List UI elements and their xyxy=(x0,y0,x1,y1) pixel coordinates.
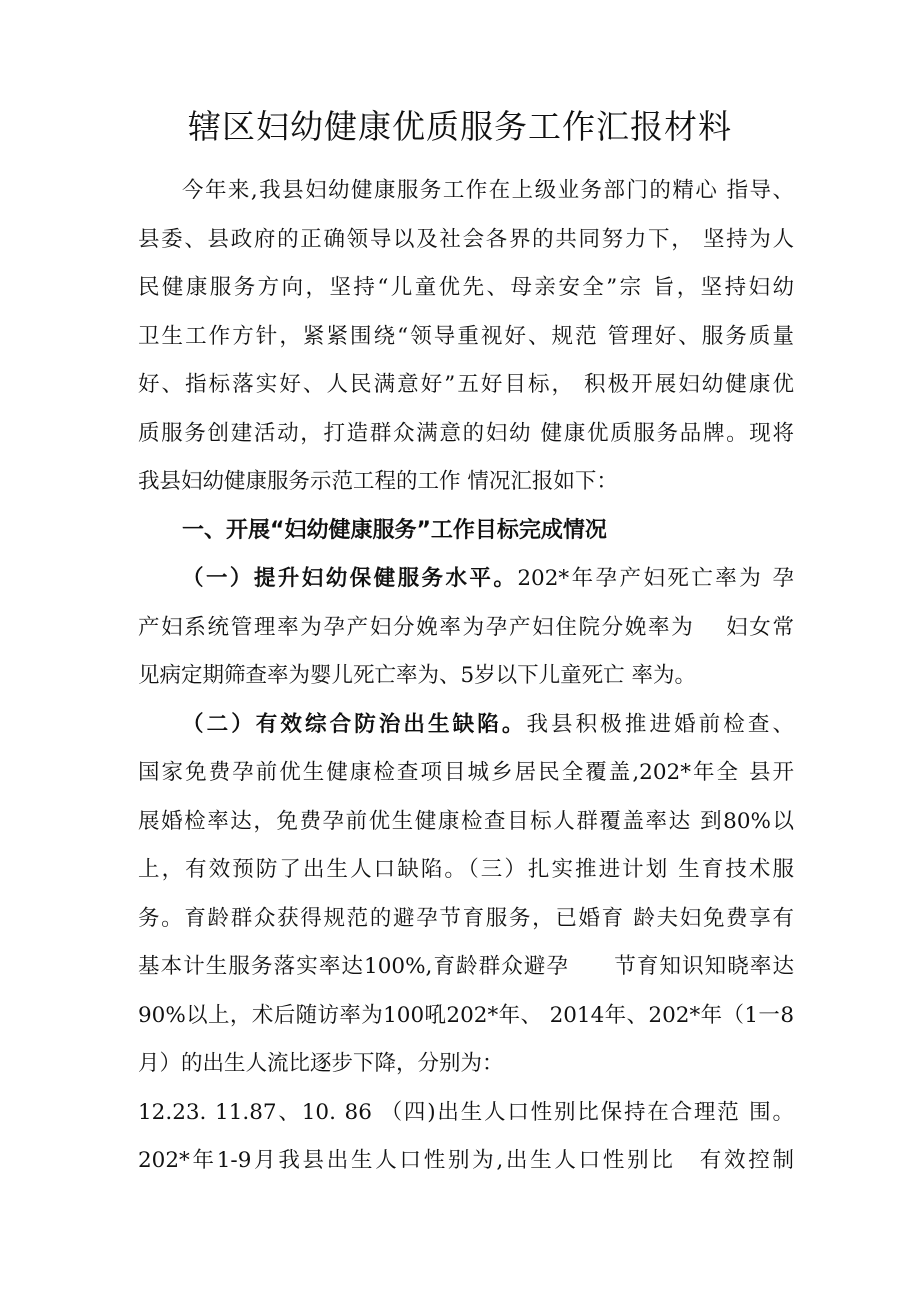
item-2-line-2: 国家免费孕前优生健康检查项目城乡居民全覆盖,202*年全 县开 xyxy=(138,760,794,785)
item-2-line-3: 展婚检率达，免费孕前优生健康检查目标人群覆盖率达 到80%以 xyxy=(138,808,794,834)
intro-line-4: 卫生工作方针，紧紧围绕“领导重视好、规范 管理好、服务质量 xyxy=(138,323,794,349)
item-2-line-4: 上，有效预防了出生人口缺陷。（三）扎实推进计划 生育技术服 xyxy=(138,857,794,882)
document-title: 辖区妇幼健康优质服务工作汇报材料 xyxy=(188,107,732,146)
intro-line-3: 民健康服务方向，坚持“儿童优先、母亲安全”宗 旨，坚持妇幼 xyxy=(138,275,794,300)
item-1-line-3: 见病定期筛查率为婴儿死亡率为、5岁以下儿童死亡 率为。 xyxy=(138,663,697,688)
intro-line-2: 县委、县政府的正确领导以及社会各界的共同努力下， 坚持为人 xyxy=(138,226,794,252)
item-1-line-2: 产妇系统管理率为孕产妇分娩率为孕产妇住院分娩率为 妇女常 xyxy=(138,614,794,640)
item-2-label: （二）有效综合防治出生缺陷。 xyxy=(182,711,527,737)
item-2-first-line xyxy=(138,701,794,750)
item-2-line-5: 务。育龄群众获得规范的避孕节育服务，已婚育 龄夫妇免费享有 xyxy=(138,905,794,931)
intro-line-6: 质服务创建活动，打造群众满意的妇幼 健康优质服务品牌。现将 xyxy=(138,420,794,446)
item-2-line-7: 90%以上，术后随访率为100吼202*年、 2014年、202*年（1一8 xyxy=(138,1002,794,1028)
item-2-line-10: 202*年1-9月我县出生人口性别为,出生人口性别比 有效控制 xyxy=(138,1148,794,1173)
item-2-first-line-text: 我县积极推进婚前检查、 xyxy=(526,711,794,737)
item-1-first-line xyxy=(138,555,794,604)
intro-line-5: 好、指标落实好、人民满意好”五好目标， 积极开展妇幼健康优 xyxy=(138,372,794,397)
intro-line-7: 我县妇幼健康服务示范工程的工作 情况汇报如下： xyxy=(138,469,618,494)
document-body xyxy=(138,167,794,1186)
item-2-line-6: 基本计生服务落实率达100%,育龄群众避孕 节育知识知晓率达 xyxy=(138,954,794,979)
item-2-line-9: 12.23. 11.87、10. 86 （四)出生人口性别比保持在合理范 围。 xyxy=(138,1099,794,1125)
item-1-label: （一）提升妇幼保健服务水平。 xyxy=(182,566,518,591)
item-1-first-line-text: 202*年孕产妇死亡率为 孕 xyxy=(517,566,794,591)
section-1-heading: 一、开展“妇幼健康服务”工作目标完成情况 xyxy=(182,517,607,543)
item-2-line-8: 月）的出生人流比逐步下降，分别为： xyxy=(138,1051,504,1076)
intro-line-1: 今年来,我县妇幼健康服务工作在上级业务部门的精心 指导、 xyxy=(182,178,794,203)
